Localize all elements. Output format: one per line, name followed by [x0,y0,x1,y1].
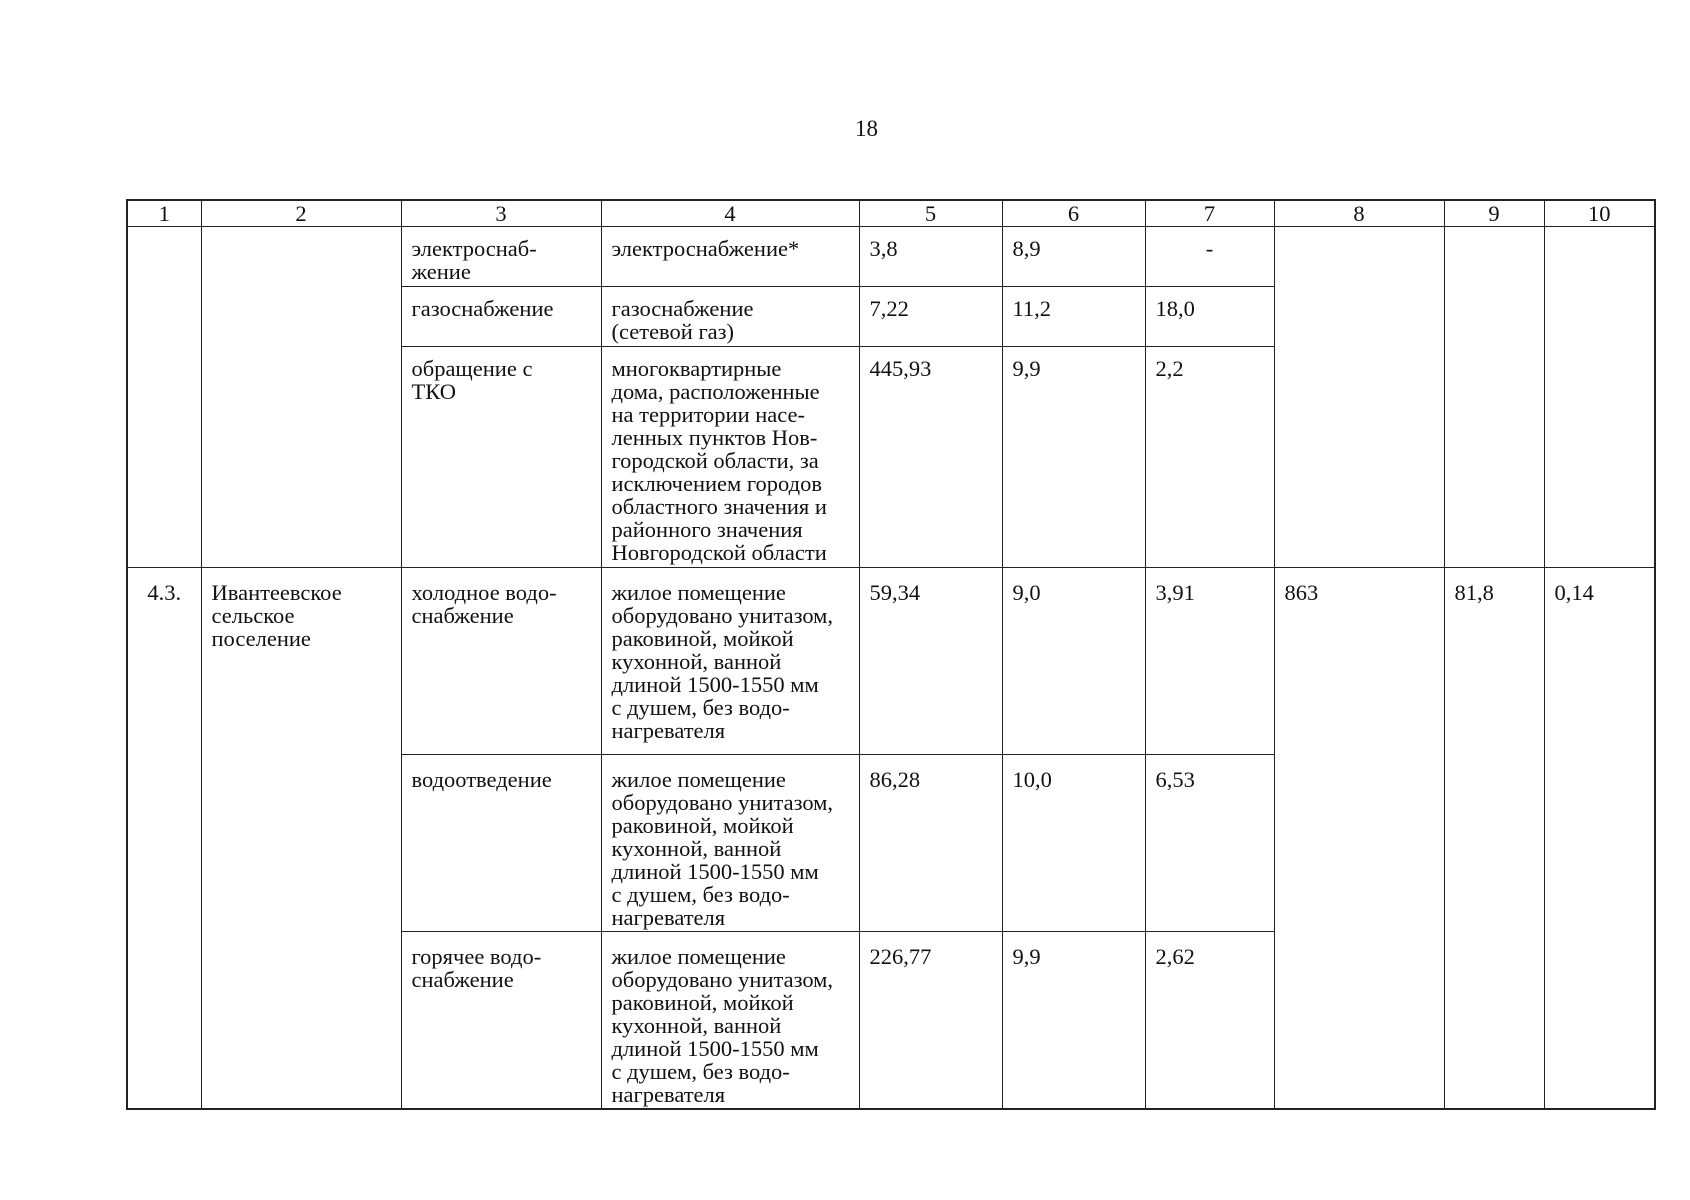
cell-col6: 9,0 [1002,568,1145,755]
cell-col8-empty [1274,227,1444,568]
cell-col6: 9,9 [1002,932,1145,1110]
cell-col7: - [1145,227,1274,287]
cell-col6: 10,0 [1002,755,1145,932]
cell-col6: 9,9 [1002,347,1145,568]
table-row [127,568,1655,755]
cell-settlement: Ивантеевское сельское поселение [201,568,401,1110]
cell-col10: 0,14 [1544,568,1655,1110]
column-number-row [127,200,1655,227]
col-header-2: 2 [201,200,401,227]
cell-settlement-empty [201,227,401,568]
cell-service: электроснаб- жение [401,227,601,287]
cell-col7: 6,53 [1145,755,1274,932]
cell-condition: жилое помещение оборудовано унитазом, раковиной, мойкой кухонной, ванной длиной 1500-1550 мм с душем, без водо- нагревателя [601,932,859,1110]
cell-col7: 18,0 [1145,287,1274,347]
cell-col5: 226,77 [859,932,1002,1110]
col-header-3: 3 [401,200,601,227]
cell-col9: 81,8 [1444,568,1544,1110]
col-header-9: 9 [1444,200,1544,227]
cell-number-empty [127,227,201,568]
page-number: 18 [855,116,878,141]
cell-item-number: 4.3. [127,568,201,1110]
cell-condition: газоснабжение (сетевой газ) [601,287,859,347]
col-header-7: 7 [1145,200,1274,227]
cell-condition: жилое помещение оборудовано унитазом, раковиной, мойкой кухонной, ванной длиной 1500-1550 мм с душем, без водо- нагревателя [601,755,859,932]
cell-service: горячее водо- снабжение [401,932,601,1110]
cell-service: холодное водо- снабжение [401,568,601,755]
col-header-10: 10 [1544,200,1655,227]
cell-col8: 863 [1274,568,1444,1110]
cell-col7: 2,2 [1145,347,1274,568]
cell-col5: 59,34 [859,568,1002,755]
cell-condition: жилое помещение оборудовано унитазом, раковиной, мойкой кухонной, ванной длиной 1500-1550 мм с душем, без водо- нагревателя [601,568,859,755]
cell-col5: 445,93 [859,347,1002,568]
col-header-8: 8 [1274,200,1444,227]
cell-col9-empty [1444,227,1544,568]
cell-col7: 2,62 [1145,932,1274,1110]
cell-service: водоотведение [401,755,601,932]
table-row [127,227,1655,287]
cell-service: обращение с ТКО [401,347,601,568]
cell-condition: электроснабжение* [601,227,859,287]
cell-col10-empty [1544,227,1655,568]
col-header-5: 5 [859,200,1002,227]
cell-condition: многоквартирные дома, расположенные на территории насе- ленных пунктов Нов- городской области, за исключением городов областного значения и районного значения Новгородской области [601,347,859,568]
tariff-table [126,199,1656,1110]
cell-service: газоснабжение [401,287,601,347]
cell-col5: 86,28 [859,755,1002,932]
cell-col7: 3,91 [1145,568,1274,755]
col-header-4: 4 [601,200,859,227]
col-header-6: 6 [1002,200,1145,227]
cell-col5: 3,8 [859,227,1002,287]
cell-col6: 8,9 [1002,227,1145,287]
col-header-1: 1 [127,200,201,227]
cell-col5: 7,22 [859,287,1002,347]
cell-col6: 11,2 [1002,287,1145,347]
